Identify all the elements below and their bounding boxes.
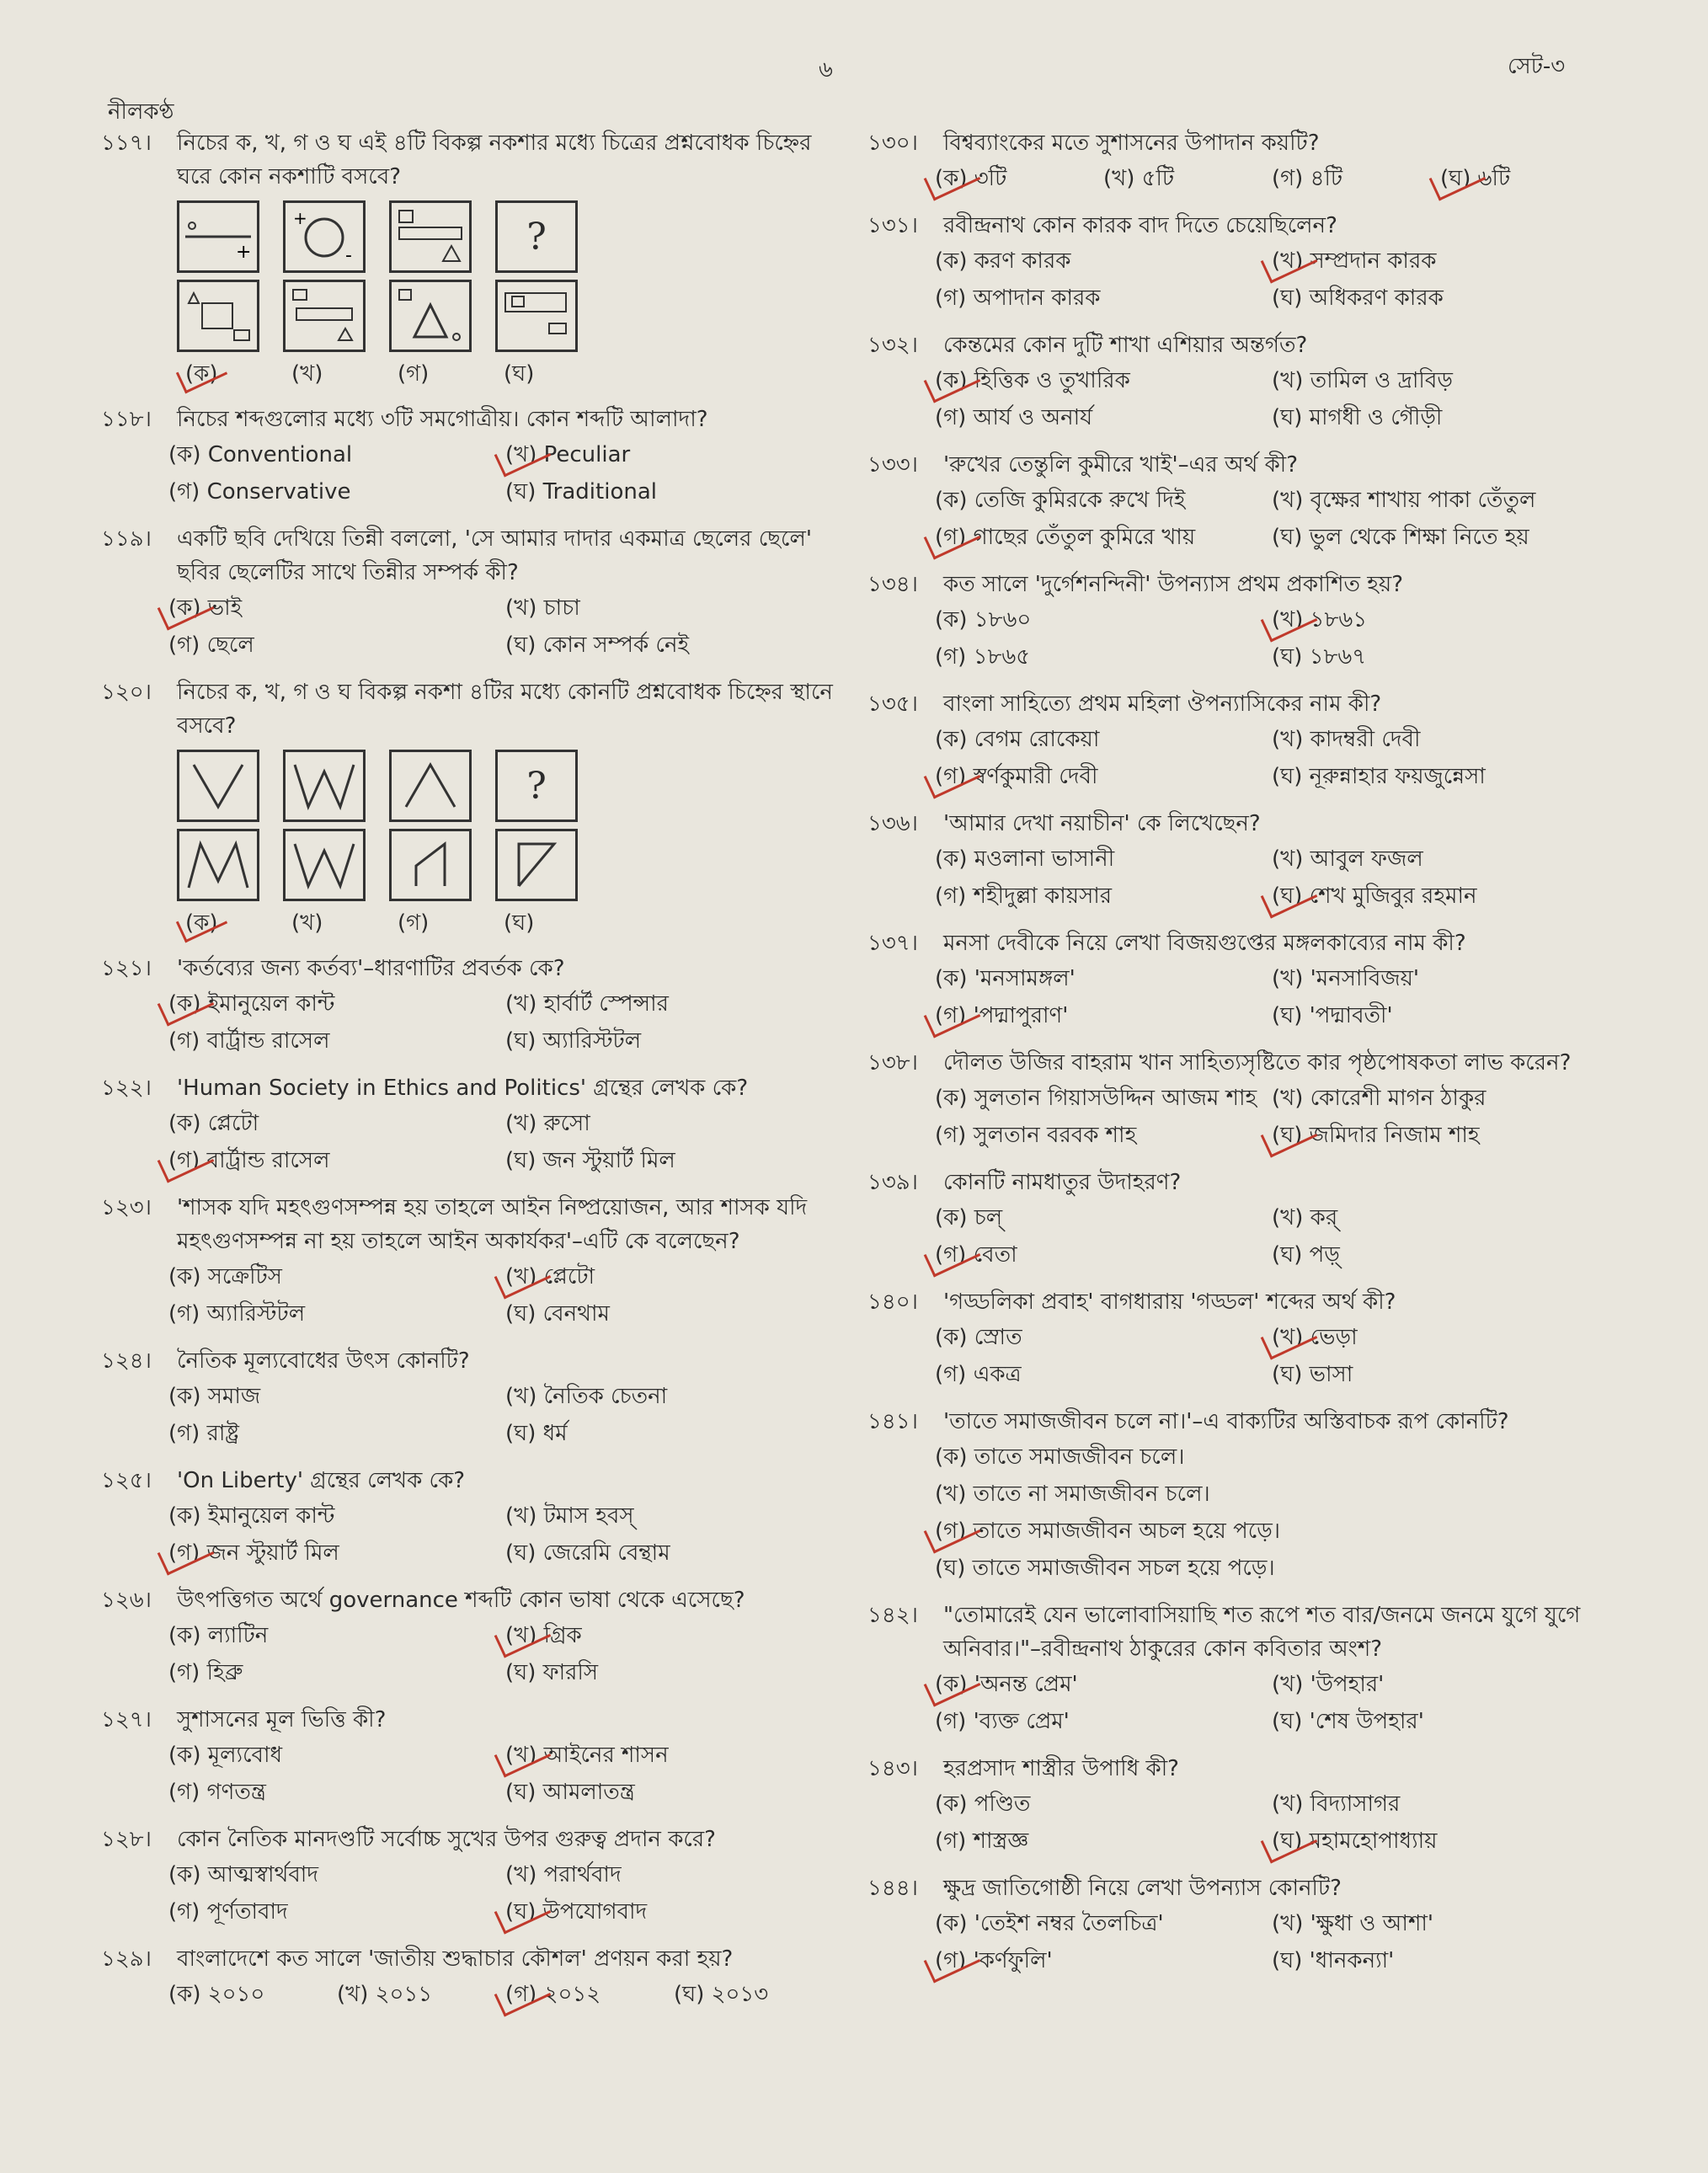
- question-number: ১২৫।: [101, 1468, 152, 1493]
- option-figure-ka[interactable]: [177, 280, 259, 352]
- option-kha[interactable]: (খ) টমাস হবস্: [505, 1503, 634, 1529]
- options: [867, 1786, 1609, 1860]
- option-ka[interactable]: (ক) 'মনসামঙ্গল': [935, 966, 1076, 991]
- figure-question: [495, 200, 578, 273]
- option-figure-ga[interactable]: [389, 280, 472, 352]
- options: [867, 721, 1609, 795]
- option-ka[interactable]: (ক) সুলতান গিয়াসউদ্দিন আজম শাহ: [935, 1086, 1257, 1111]
- option-kha[interactable]: (খ) তামিল ও দ্রাবিড়: [1272, 368, 1453, 393]
- option-ka[interactable]: (ক) বেগম রোকেয়া: [935, 727, 1100, 752]
- question-text: একটি ছবি দেখিয়ে তিন্নী বললো, 'সে আমার দাদার একমাত্র ছেলের ছেলে' ছবির ছেলেটির সাথে তিন্নীর সম্পর্ক কী?: [177, 526, 812, 585]
- option-ga[interactable]: (গ) তাতে সমাজজীবন অচল হয়ে পড়ে।: [935, 1513, 1609, 1550]
- option-ga[interactable]: (গ) ১৮৬৫: [935, 644, 1031, 670]
- question-142: [867, 1599, 1609, 1740]
- option-ga[interactable]: (গ) ছেলে: [168, 633, 254, 658]
- figure-3: [389, 200, 472, 273]
- question-131: [867, 209, 1609, 317]
- option-ka[interactable]: (ক) হিত্তিক ও তুখারিক: [935, 362, 1272, 399]
- question-text: কত সালে 'দুর্গেশনন্দিনী' উপন্যাস প্রথম প্রকাশিত হয়?: [943, 572, 1404, 597]
- figure-1: [177, 200, 259, 273]
- question-number: ১২৭।: [101, 1707, 152, 1733]
- question-number: ১১৮।: [101, 407, 152, 432]
- question-mark: ?: [526, 764, 547, 808]
- label-ka[interactable]: (ক): [185, 906, 291, 940]
- option-kha[interactable]: (খ) ১৮৬১: [1272, 601, 1609, 638]
- option-gha[interactable]: (ঘ) মাগধী ও গৌড়ী: [1272, 405, 1443, 430]
- options: [867, 1080, 1609, 1154]
- figure-row-question: [177, 200, 842, 273]
- option-kha[interactable]: (খ) রুসো: [505, 1111, 590, 1136]
- question-text: নিচের শব্দগুলোর মধ্যে ৩টি সমগোত্রীয়। কোন শব্দটি আলাদা?: [177, 407, 708, 432]
- option-kha[interactable]: (খ) আবুল ফজল: [1272, 846, 1423, 872]
- figure-2: [283, 200, 366, 273]
- question-number: ১৩৯।: [867, 1170, 918, 1195]
- question-number: ১১৭।: [101, 131, 152, 156]
- option-ka[interactable]: (ক) ইমানুয়েল কান্ট: [168, 985, 505, 1022]
- question-number: ১২৮।: [101, 1827, 152, 1852]
- option-kha[interactable]: (খ) গ্রিক: [505, 1617, 842, 1654]
- option-ka[interactable]: (ক) 'তেইশ নম্বর তৈলচিত্র': [935, 1911, 1164, 1936]
- question-129: [101, 1942, 842, 2013]
- option-gha[interactable]: (ঘ) অ্যারিস্টটল: [505, 1028, 642, 1054]
- label-ga[interactable]: (গ): [398, 361, 430, 387]
- question-number: ১৩০।: [867, 131, 918, 156]
- question-text: 'On Liberty' গ্রন্থের লেখক কে?: [177, 1468, 466, 1493]
- option-figure-gha[interactable]: [495, 829, 578, 901]
- question-text: "তোমারেই যেন ভালোবাসিয়াছি শত রূপে শত বার/জনমে জনমে যুগে যুগে অনিবার।"–রবীন্দ্রনাথ ঠাকুরের কোন কবিতার অংশ?: [943, 1603, 1581, 1662]
- option-ka[interactable]: (ক) স্রোত: [935, 1325, 1022, 1350]
- figure-row-options: [177, 280, 842, 352]
- options: [867, 841, 1609, 915]
- option-kha[interactable]: (খ) হার্বার্ট স্পেন্সার: [505, 991, 669, 1017]
- options: [101, 1856, 842, 1930]
- option-ka[interactable]: (ক) ১৮৬০: [935, 607, 1032, 633]
- question-118: [101, 403, 842, 510]
- question-text: বাংলাদেশে কত সালে 'জাতীয় শুদ্ধাচার কৌশল' প্রণয়ন করা হয়?: [177, 1946, 734, 1972]
- label-kha[interactable]: (খ): [291, 361, 323, 387]
- option-gha[interactable]: (ঘ) ধর্ম: [505, 1421, 568, 1446]
- question-135: [867, 687, 1609, 795]
- option-gha[interactable]: (ঘ) 'পদ্মাবতী': [1272, 1003, 1393, 1028]
- option-ka[interactable]: (ক) করণ কারক: [935, 248, 1071, 274]
- question-text: 'গড্ডলিকা প্রবাহ' বাগধারায় 'গড্ডল' শব্দের অর্থ কী?: [943, 1289, 1396, 1315]
- label-gha[interactable]: (ঘ): [504, 910, 535, 936]
- options: [867, 1905, 1609, 1979]
- option-ga[interactable]: (গ) শহীদুল্লা কায়সার: [935, 884, 1113, 909]
- page-number: ৬: [819, 57, 833, 83]
- question-text: কোন নৈতিক মানদণ্ডটি সর্বোচ্চ সুখের উপর গুরুত্ব প্রদান করে?: [177, 1827, 716, 1852]
- option-ga[interactable]: (গ) 'পদ্মাপুরাণ': [935, 997, 1272, 1034]
- option-ga[interactable]: (গ) গণতন্ত্র: [168, 1780, 266, 1805]
- option-kha[interactable]: (খ) ভেড়া: [1272, 1319, 1609, 1356]
- option-ga[interactable]: (গ) পূর্ণতাবাদ: [168, 1899, 288, 1925]
- question-text: নৈতিক মূল্যবোধের উৎস কোনটি?: [177, 1348, 470, 1374]
- option-kha[interactable]: (খ) কাদম্বরী দেবী: [1272, 727, 1421, 752]
- option-ga[interactable]: (গ) শাস্ত্রজ্ঞ: [935, 1829, 1029, 1854]
- option-gha[interactable]: (ঘ) ১৮৬৭: [1272, 644, 1367, 670]
- option-figure-kha[interactable]: [283, 280, 366, 352]
- question-number: ১৩৪।: [867, 572, 918, 597]
- question-number: ১৪৪।: [867, 1876, 918, 1901]
- figure-v: [177, 750, 259, 822]
- question-122: [101, 1071, 842, 1179]
- options: [867, 1199, 1609, 1273]
- question-text: রবীন্দ্রনাথ কোন কারক বাদ দিতে চেয়েছিলেন?: [943, 213, 1337, 238]
- question-126: [101, 1583, 842, 1691]
- option-ka[interactable]: (ক) তেজি কুমিরকে রুখে দিই: [935, 488, 1186, 513]
- option-gha[interactable]: (ঘ) 'ধানকন্যা': [1272, 1948, 1395, 1973]
- option-gha[interactable]: (ঘ) Traditional: [505, 479, 657, 505]
- question-number: ১২৬।: [101, 1588, 152, 1613]
- option-ga[interactable]: (গ) অ্যারিস্টটল: [168, 1301, 306, 1327]
- option-ka[interactable]: (ক) সমাজ: [168, 1384, 261, 1409]
- option-gha[interactable]: (ঘ) নূরুন্নাহার ফয়জুন্নেসা: [1272, 764, 1486, 789]
- question-137: [867, 926, 1609, 1034]
- option-ga[interactable]: (গ) 'ব্যক্ত প্রেম': [935, 1709, 1070, 1734]
- options: [101, 590, 842, 664]
- question-text: 'রুখের তেন্তুলি কুমীরে খাই'–এর অর্থ কী?: [943, 452, 1298, 478]
- options: [101, 1378, 842, 1452]
- question-139: [867, 1166, 1609, 1273]
- question-number: ১২৩।: [101, 1195, 152, 1220]
- option-gha[interactable]: (ঘ) শেখ মুজিবুর রহমান: [1272, 878, 1609, 915]
- options: [867, 243, 1609, 317]
- option-kha[interactable]: (খ) আইনের শাসন: [505, 1737, 842, 1774]
- question-text: 'Human Society in Ethics and Politics' গ্রন্থের লেখক কে?: [177, 1076, 749, 1101]
- option-ka[interactable]: (ক) তাতে সমাজজীবন চলে।: [935, 1444, 1185, 1470]
- question-text: 'শাসক যদি মহৎগুণসম্পন্ন হয় তাহলে আইন নিষ্প্রয়োজন, আর শাসক যদি মহৎগুণসম্পন্ন না হয় তাহলে আইন অকার্যকর'–এটি কে বলেছেন?: [177, 1195, 808, 1254]
- question-text: বাংলা সাহিত্যে প্রথম মহিলা ঔপন্যাসিকের নাম কী?: [943, 691, 1382, 717]
- question-number: ১২০।: [101, 680, 152, 705]
- option-gha[interactable]: (ঘ) জন স্টুয়ার্ট মিল: [505, 1148, 675, 1173]
- option-ga[interactable]: (গ) বার্ট্রান্ড রাসেল: [168, 1028, 330, 1054]
- question-number: ১৩৭।: [867, 931, 918, 956]
- option-ka[interactable]: (ক) প্লেটো: [168, 1111, 259, 1136]
- option-gha[interactable]: (ঘ) জেরেমি বেন্থাম: [505, 1540, 670, 1566]
- figure-question: [495, 750, 578, 822]
- question-text: দৌলত উজির বাহরাম খান সাহিত্যসৃষ্টিতে কার পৃষ্ঠপোষকতা লাভ করেন?: [943, 1050, 1572, 1076]
- svg-text:+: +: [236, 242, 252, 263]
- option-ga[interactable]: (গ) একত্র: [935, 1362, 1022, 1387]
- option-gha[interactable]: (ঘ) ৬টি: [1440, 160, 1609, 197]
- options: [867, 601, 1609, 675]
- option-ga[interactable]: (গ) Conservative: [168, 479, 351, 505]
- option-gha[interactable]: (ঘ) ভুল থেকে শিক্ষা নিতে হয়: [1272, 525, 1529, 550]
- option-ka[interactable]: (ক) ২০১০: [168, 1982, 265, 2007]
- option-kha[interactable]: (খ) Peculiar: [505, 436, 842, 473]
- option-ka[interactable]: (ক) 'অনন্ত প্রেম': [935, 1666, 1272, 1703]
- option-ga[interactable]: (গ) বেতা: [935, 1236, 1272, 1273]
- figure-labels: [101, 906, 842, 940]
- question-number: ১২৪।: [101, 1348, 152, 1374]
- question-143: [867, 1752, 1609, 1860]
- question-141: [867, 1405, 1609, 1587]
- question-text: 'আমার দেখা নয়াচীন' কে লিখেছেন?: [943, 811, 1261, 836]
- option-kha[interactable]: (খ) প্লেটো: [505, 1258, 842, 1295]
- question-text: মনসা দেবীকে নিয়ে লেখা বিজয়গুপ্তের মঙ্গলকাব্যের নাম কী?: [943, 931, 1466, 956]
- option-ga[interactable]: (গ) স্বর্ণকুমারী দেবী: [935, 758, 1272, 795]
- option-kha[interactable]: (খ) চাচা: [505, 595, 580, 621]
- options: [867, 960, 1609, 1034]
- option-figure-kha[interactable]: [283, 829, 366, 901]
- option-ga[interactable]: (গ) সুলতান বরবক শাহ: [935, 1123, 1137, 1148]
- option-ka[interactable]: (ক) ভাই: [168, 590, 505, 627]
- question-121: [101, 952, 842, 1060]
- options: [101, 1498, 842, 1572]
- question-number: ১৩২।: [867, 333, 918, 358]
- option-kha[interactable]: (খ) 'ক্ষুধা ও আশা': [1272, 1911, 1434, 1936]
- option-gha[interactable]: (ঘ) পড়্: [1272, 1242, 1340, 1268]
- options: [101, 1105, 842, 1179]
- options: [867, 1319, 1609, 1393]
- question-mark: ?: [526, 215, 547, 259]
- options: [867, 362, 1609, 436]
- option-kha[interactable]: (খ) কর্: [1272, 1205, 1338, 1231]
- label-ka[interactable]: (ক): [185, 357, 291, 391]
- option-ka[interactable]: (ক) Conventional: [168, 442, 353, 467]
- question-number: ১১৯।: [101, 526, 152, 552]
- option-kha[interactable]: (খ) বিদ্যাসাগর: [1272, 1791, 1401, 1817]
- option-ka[interactable]: (ক) মূল্যবোধ: [168, 1743, 283, 1768]
- question-text: বিশ্বব্যাংকের মতে সুশাসনের উপাদান কয়টি?: [943, 131, 1320, 156]
- option-ga[interactable]: (গ) হিব্রু: [168, 1660, 243, 1685]
- option-ka[interactable]: (ক) ল্যাটিন: [168, 1623, 269, 1648]
- question-125: [101, 1464, 842, 1572]
- option-kha[interactable]: (খ) নৈতিক চেতনা: [505, 1384, 668, 1409]
- option-kha[interactable]: (খ) 'মনসাবিজয়': [1272, 966, 1420, 991]
- question-120: [101, 675, 842, 940]
- question-text: 'তাতে সমাজজীবন চলে না।'–এ বাক্যটির অস্তিবাচক রূপ কোনটি?: [943, 1409, 1509, 1434]
- brand-label: নীলকণ্ঠ: [108, 99, 174, 125]
- question-number: ১৩৬।: [867, 811, 918, 836]
- question-text: ক্ষুদ্র জাতিগোষ্ঠী নিয়ে লেখা উপন্যাস কোনটি?: [943, 1876, 1342, 1901]
- option-ka[interactable]: (ক) পণ্ডিত: [935, 1791, 1031, 1817]
- question-number: ১৪৩।: [867, 1756, 918, 1781]
- question-text: হরপ্রসাদ শাস্ত্রীর উপাধি কী?: [943, 1756, 1179, 1781]
- label-kha[interactable]: (খ): [291, 910, 323, 936]
- option-ka[interactable]: (ক) ইমানুয়েল কান্ট: [168, 1503, 335, 1529]
- question-text: নিচের ক, খ, গ ও ঘ এই ৪টি বিকল্প নকশার মধ্যে চিত্রের প্রশ্নবোধক চিহ্নের ঘরে কোন নকশাটি বসবে?: [177, 131, 812, 190]
- label-gha[interactable]: (ঘ): [504, 361, 535, 387]
- question-123: [101, 1191, 842, 1332]
- option-figure-ka[interactable]: [177, 829, 259, 901]
- question-119: [101, 522, 842, 664]
- question-127: [101, 1703, 842, 1811]
- option-ga[interactable]: (গ) বার্ট্রান্ড রাসেল: [168, 1142, 505, 1179]
- option-gha[interactable]: (ঘ) ২০১৩: [674, 1982, 769, 2007]
- question-140: [867, 1285, 1609, 1393]
- svg-text:+: +: [293, 208, 307, 228]
- option-figure-gha[interactable]: [495, 280, 578, 352]
- option-gha[interactable]: (ঘ) বেনথাম: [505, 1301, 610, 1327]
- option-kha[interactable]: (খ) 'উপহার': [1272, 1672, 1385, 1697]
- option-kha[interactable]: (খ) বৃক্ষের শাখায় পাকা তেঁতুল: [1272, 488, 1536, 513]
- figure-labels: [101, 357, 842, 391]
- options: [101, 436, 842, 510]
- option-kha[interactable]: (খ) পরার্থবাদ: [505, 1862, 622, 1887]
- options: [101, 1258, 842, 1332]
- question-number: ১৩৩।: [867, 452, 918, 478]
- options: [101, 1617, 842, 1691]
- option-ka[interactable]: (ক) ৩টি: [935, 160, 1103, 197]
- figure-row-question: [177, 750, 842, 822]
- svg-text:-: -: [345, 245, 352, 266]
- option-ka[interactable]: (ক) আত্মস্বার্থবাদ: [168, 1862, 318, 1887]
- option-kha[interactable]: (খ) ২০১১: [337, 1982, 433, 2007]
- question-text: কোনটি নামধাতুর উদাহরণ?: [943, 1170, 1182, 1195]
- question-136: [867, 807, 1609, 915]
- options: [101, 1976, 842, 2013]
- option-gha[interactable]: (ঘ) ফারসি: [505, 1660, 599, 1685]
- question-number: ১২২।: [101, 1076, 152, 1101]
- question-number: ১৩৫।: [867, 691, 918, 717]
- options: [101, 985, 842, 1060]
- options: [867, 1666, 1609, 1740]
- question-130: [867, 126, 1609, 197]
- option-ga[interactable]: (গ) গাছের তেঁতুল কুমিরে খায়: [935, 519, 1272, 556]
- options: [867, 482, 1609, 556]
- question-144: [867, 1871, 1609, 1979]
- question-number: ১৩১।: [867, 213, 918, 238]
- question-number: ১২১।: [101, 956, 152, 981]
- option-gha[interactable]: (ঘ) উপযোগবাদ: [505, 1893, 842, 1930]
- option-kha[interactable]: (খ) কোরেশী মাগন ঠাকুর: [1272, 1086, 1486, 1111]
- question-number: ১৪১।: [867, 1409, 918, 1434]
- right-column: [867, 126, 1609, 1991]
- question-138: [867, 1046, 1609, 1154]
- question-text: নিচের ক, খ, গ ও ঘ বিকল্প নকশা ৪টির মধ্যে কোনটি প্রশ্নবোধক চিহ্নের স্থানে বসবে?: [177, 680, 833, 739]
- question-text: 'কর্তব্যের জন্য কর্তব্য'–ধারণাটির প্রবর্তক কে?: [177, 956, 565, 981]
- question-number: ১৪২।: [867, 1603, 918, 1628]
- question-number: ১৪০।: [867, 1289, 918, 1315]
- option-ga[interactable]: (গ) ৪টি: [1272, 166, 1343, 191]
- option-ka[interactable]: (ক) চল্: [935, 1205, 1003, 1231]
- question-text: সুশাসনের মূল ভিত্তি কী?: [177, 1707, 387, 1733]
- option-ga[interactable]: (গ) রাষ্ট্র: [168, 1421, 240, 1446]
- option-kha[interactable]: (খ) ৫টি: [1103, 166, 1175, 191]
- question-text: উৎপত্তিগত অর্থে governance শব্দটি কোন ভাষা থেকে এসেছে?: [177, 1588, 745, 1613]
- option-ga[interactable]: (গ) ২০১২: [505, 1976, 674, 2013]
- options: [867, 160, 1609, 197]
- option-gha[interactable]: (ঘ) অধিকরণ কারক: [1272, 286, 1444, 311]
- option-ga[interactable]: (গ) আর্য ও অনার্য: [935, 405, 1093, 430]
- options: [101, 1737, 842, 1811]
- option-ka[interactable]: (ক) সক্রেটিস: [168, 1264, 282, 1289]
- option-ga[interactable]: (গ) জন স্টুয়ার্ট মিল: [168, 1535, 505, 1572]
- figure-w: [283, 750, 366, 822]
- options: [867, 1439, 1609, 1587]
- option-ga[interactable]: (গ) অপাদান কারক: [935, 286, 1101, 311]
- question-number: ১৩৮।: [867, 1050, 918, 1076]
- option-gha[interactable]: (ঘ) আমলাতন্ত্র: [505, 1780, 635, 1805]
- option-gha[interactable]: (ঘ) 'শেষ উপহার': [1272, 1709, 1424, 1734]
- option-gha[interactable]: (ঘ) মহামহোপাধ্যায়: [1272, 1823, 1609, 1860]
- option-gha[interactable]: (ঘ) তাতে সমাজজীবন সচল হয়ে পড়ে।: [935, 1556, 1275, 1581]
- option-gha[interactable]: (ঘ) জমিদার নিজাম শাহ: [1272, 1117, 1609, 1154]
- question-128: [101, 1823, 842, 1930]
- question-text: কেন্তমের কোন দুটি শাখা এশিয়ার অন্তর্গত?: [943, 333, 1308, 358]
- option-gha[interactable]: (ঘ) কোন সম্পর্ক নেই: [505, 633, 690, 658]
- left-column: [101, 126, 842, 2025]
- option-figure-ga[interactable]: [389, 829, 472, 901]
- label-ga[interactable]: (গ): [398, 910, 430, 936]
- option-kha[interactable]: (খ) তাতে না সমাজজীবন চলে।: [935, 1482, 1210, 1507]
- set-label: সেট-৩: [1508, 54, 1566, 79]
- figure-row-options: [177, 829, 842, 901]
- question-133: [867, 448, 1609, 556]
- question-134: [867, 568, 1609, 675]
- option-ga[interactable]: (গ) 'কর্ণফুলি': [935, 1942, 1272, 1979]
- option-gha[interactable]: (ঘ) ভাসা: [1272, 1362, 1353, 1387]
- question-117: [101, 126, 842, 391]
- question-132: [867, 328, 1609, 436]
- question-124: [101, 1344, 842, 1452]
- question-number: ১২৯।: [101, 1946, 152, 1972]
- option-ka[interactable]: (ক) মওলানা ভাসানী: [935, 846, 1115, 872]
- figure-caret: [389, 750, 472, 822]
- option-kha[interactable]: (খ) সম্প্রদান কারক: [1272, 243, 1609, 280]
